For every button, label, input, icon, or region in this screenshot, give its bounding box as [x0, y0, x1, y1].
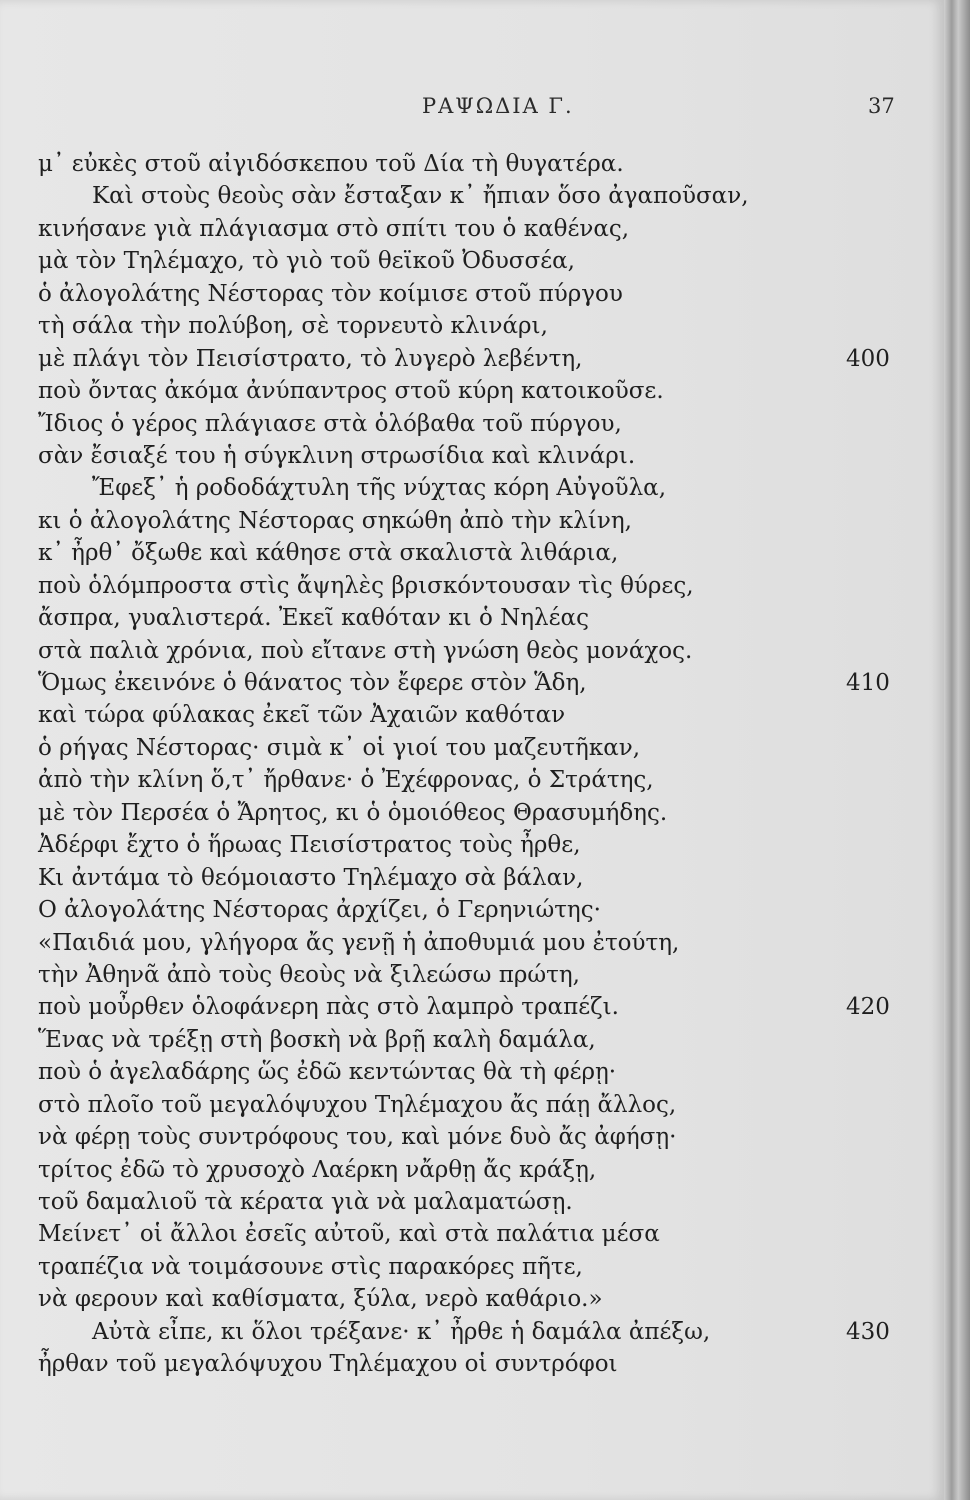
- verse-line: [38, 764, 898, 796]
- verse-text: Ο ἀλογολάτης Νέστορας ἀρχίζει, ὁ Γερηνιώτης·: [38, 897, 601, 924]
- verse-text: τοῦ δαμαλιοῦ τὰ κέρατα γιὰ νὰ μαλαματώσῃ.: [38, 1189, 573, 1215]
- verse-text: καὶ τώρα φύλακας ἐκεῖ τῶν Ἀχαιῶν καθόταν: [38, 702, 566, 729]
- verse-line: [38, 213, 898, 245]
- verse-text: ἦρθαν τοῦ μεγαλόψυχου Τηλέμαχου οἱ συντρόφοι: [38, 1351, 618, 1378]
- verse-text: τὴν Ἀθηνᾶ ἀπὸ τοὺς θεοὺς νὰ ξιλεώσω πρώτη,: [38, 961, 580, 988]
- verse-line: [38, 894, 898, 926]
- verse-line: [38, 862, 898, 894]
- line-number: 430: [846, 1318, 890, 1345]
- verse-line: [38, 797, 898, 829]
- page-number: 37: [868, 94, 895, 118]
- verse-text: κι ὁ ἀλογολάτης Νέστορας σηκώθη ἀπὸ τὴν κλίνη,: [38, 507, 632, 534]
- verse-line: [38, 667, 898, 699]
- verse-text: Ἀδέρφι ἔχτο ὁ ἥρωας Πεισίστρατος τοὺς ἦρθε,: [38, 832, 581, 859]
- verse-text: κινήσανε γιὰ πλάγιασμα στὸ σπίτι του ὁ καθένας,: [38, 215, 630, 242]
- verse-text: Ἔφεξ᾽ ἡ ροδοδάχτυλη τῆς νύχτας κόρη Αὐγοῦλα,: [92, 475, 667, 502]
- verse-text: ὁ ἀλογολάτης Νέστορας τὸν κοίμισε στοῦ πύργου: [38, 280, 623, 307]
- verse-line: [38, 1348, 898, 1380]
- verse-line: [38, 180, 898, 212]
- verse-line: [38, 1218, 898, 1250]
- chapter-title: ΡΑΨΩΔΙΑ Γ.: [422, 94, 574, 118]
- verse-line: [38, 1316, 898, 1348]
- verse-line: [38, 1056, 898, 1088]
- verse-line: [38, 148, 898, 180]
- verse-text: μ᾽ εὐκὲς στοῦ αἰγιδόσκεπου τοῦ Δία τὴ θυγατέρα.: [38, 151, 624, 177]
- verse-text: μὲ τὸν Περσέα ὁ Ἄρητος, κι ὁ ὁμοιόθεος Θρασυμήδης.: [38, 799, 668, 826]
- page-edge: [944, 0, 970, 1500]
- verse-text: Αὐτὰ εἶπε, κι ὅλοι τρέξανε· κ᾽ ἦρθε ἡ δαμάλα ἀπέξω,: [92, 1318, 711, 1345]
- verse-line: [38, 472, 898, 504]
- verse-line: [38, 505, 898, 537]
- verse-line: [38, 570, 898, 602]
- verse-line: [38, 732, 898, 764]
- verse-line: [38, 927, 898, 959]
- verse-text: ἄσπρα, γυαλιστερά. Ἐκεῖ καθόταν κι ὁ Νηλέας: [38, 605, 589, 632]
- verse-line: [38, 537, 898, 569]
- verse-line: [38, 1186, 898, 1218]
- verse-text: Ἴδιος ὁ γέρος πλάγιασε στὰ ὁλόβαθα τοῦ πύργου,: [38, 410, 622, 437]
- verse-line: [38, 278, 898, 310]
- verse-line: [38, 991, 898, 1023]
- line-number: 420: [846, 994, 890, 1021]
- verse-text: Μείνετ᾽ οἱ ἄλλοι ἐσεῖς αὐτοῦ, καὶ στὰ παλάτια μέσα: [38, 1221, 660, 1248]
- verse-text: τραπέζια νὰ τοιμάσουνε στὶς παρακόρες πῆτε,: [38, 1253, 583, 1280]
- verse-line: [38, 1089, 898, 1121]
- verse-line: [38, 1154, 898, 1186]
- verse-text: ποὺ ὄντας ἀκόμα ἀνύπαντρος στοῦ κύρη κατοικοῦσε.: [38, 378, 664, 405]
- verse-line: [38, 635, 898, 667]
- verse-line: [38, 440, 898, 472]
- line-number: 400: [846, 345, 890, 372]
- poem-text: [38, 148, 898, 1381]
- verse-line: [38, 699, 898, 731]
- verse-text: μὲ πλάγι τὸν Πεισίστρατο, τὸ λυγερὸ λεβέντη,: [38, 345, 583, 372]
- verse-line: [38, 1024, 898, 1056]
- verse-text: ποὺ μοὖρθεν ὁλοφάνερη πὰς στὸ λαμπρὸ τραπέζι.: [38, 994, 619, 1021]
- verse-line: [38, 245, 898, 277]
- verse-line: [38, 1121, 898, 1153]
- verse-line: [38, 1251, 898, 1283]
- verse-text: τὴ σάλα τὴν πολύβοη, σὲ τορνευτὸ κλινάρι,: [38, 313, 548, 340]
- verse-text: νὰ φερουν καὶ καθίσματα, ξύλα, νερὸ καθάριο.»: [38, 1286, 603, 1313]
- verse-text: ἀπὸ τὴν κλίνη ὅ,τ᾽ ἤρθανε· ὁ Ἐχέφρονας, ὁ Στράτης,: [38, 767, 654, 794]
- verse-line: [38, 310, 898, 342]
- verse-line: [38, 343, 898, 375]
- verse-line: [38, 602, 898, 634]
- verse-text: σὰν ἔσιαξέ του ἡ σύγκλινη στρωσίδια καὶ κλινάρι.: [38, 442, 636, 469]
- verse-line: [38, 1283, 898, 1315]
- line-number: 410: [846, 670, 890, 696]
- verse-line: [38, 959, 898, 991]
- verse-line: [38, 375, 898, 407]
- verse-text: στὸ πλοῖο τοῦ μεγαλόψυχου Τηλέμαχου ἄς πάῃ ἄλλος,: [38, 1091, 677, 1118]
- verse-text: μὰ τὸν Τηλέμαχο, τὸ γιὸ τοῦ θεϊκοῦ Ὀδυσσέα,: [38, 248, 575, 275]
- verse-text: ὁ ρήγας Νέστορας· σιμὰ κ᾽ οἱ γιοί του μαζευτῆκαν,: [38, 734, 641, 761]
- verse-text: Κι ἀντάμα τὸ θεόμοιαστο Τηλέμαχο σὰ βάλαν,: [38, 864, 584, 891]
- verse-text: «Παιδιά μου, γλήγορα ἄς γενῇ ἡ ἀποθυμιά μου ἐτούτη,: [38, 929, 680, 956]
- verse-line: [38, 829, 898, 861]
- verse-text: τρίτος ἐδῶ τὸ χρυσοχὸ Λαέρκη νἄρθῃ ἄς κράξῃ,: [38, 1156, 597, 1183]
- verse-text: Καὶ στοὺς θεοὺς σὰν ἔσταξαν κ᾽ ἤπιαν ὅσο ἀγαποῦσαν,: [92, 183, 749, 210]
- verse-text: στὰ παλιὰ χρόνια, ποὺ εἴτανε στὴ γνώση θεὸς μονάχος.: [38, 637, 693, 664]
- running-head: [0, 94, 944, 126]
- verse-text: ποὺ ὁ ἀγελαδάρης ὥς ἐδῶ κεντώντας θὰ τὴ φέρῃ·: [38, 1059, 617, 1086]
- verse-line: [38, 408, 898, 440]
- verse-text: Ἕνας νὰ τρέξῃ στὴ βοσκὴ νὰ βρῇ καλὴ δαμάλα,: [38, 1026, 596, 1053]
- verse-text: ποὺ ὁλόμπροστα στὶς ἄψηλὲς βρισκόντουσαν τὶς θύρες,: [38, 572, 694, 599]
- verse-text: Ὅμως ἐκεινόνε ὁ θάνατος τὸν ἔφερε στὸν Ἅδη,: [38, 670, 587, 696]
- verse-text: κ᾽ ἦρθ᾽ ὄξωθε καὶ κάθησε στὰ σκαλιστὰ λιθάρια,: [38, 540, 619, 567]
- verse-text: νὰ φέρῃ τοὺς συντρόφους του, καὶ μόνε δυὸ ἄς ἀφήσῃ·: [38, 1124, 677, 1151]
